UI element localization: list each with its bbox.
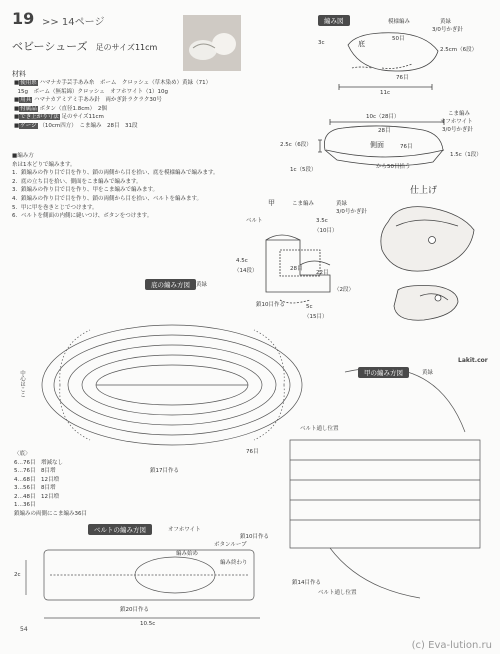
side-hook: 3/0号かぎ針: [442, 127, 473, 133]
instep-chain-14: 鎖14目作る: [292, 580, 321, 586]
materials-line: ■でき上がり寸法 足のサイズ11cm: [14, 114, 104, 121]
instep-chart-title: 甲の編み方図: [358, 367, 409, 378]
sole-round: 3…56目 8目増: [14, 485, 56, 491]
belt-end: 編み終わり: [220, 560, 248, 566]
sole-foot: 鎖編みの両側にこま編み36目: [14, 510, 87, 517]
materials-line: 15g ボーム（無垢綿）クロッシェ オフホワイト（1）10g: [17, 88, 168, 95]
materials-line: ■ゲージ （10cm四方） こま編み 28目 31段: [14, 122, 138, 129]
side-25: 2.5c（6段）: [280, 142, 312, 148]
sole-schematic: [339, 33, 438, 90]
shoe-photo-art: [183, 15, 241, 71]
side-kara: から50目拾う: [376, 164, 411, 170]
instep-hook: 3/0号かぎ針: [336, 209, 367, 215]
instep-10: （10目）: [314, 228, 338, 234]
sole-rounds: [14, 450, 87, 518]
belt-20: 鎖20目作る: [120, 607, 149, 613]
pattern-number: 19: [12, 9, 35, 28]
step-item: 4．鎖編みの作り目で目を作り、鎖の両側から目を拾い、ベルトを編みます。: [12, 195, 203, 202]
sole-round: 1…36目: [14, 502, 36, 508]
instep-yarn: 黄緑: [336, 201, 348, 207]
steps-intro: 糸は1本どりで編みます。: [12, 161, 76, 168]
step-item: 3．鎖編みの作り目で目を作り、甲をこま編みで編みます。: [12, 187, 159, 194]
step-item: 6．ベルトを側面の内側に縫いつけ、ボタンをつけます。: [12, 213, 153, 220]
materials-line: ■付属品 ボタン（直径1.8cm） 2個: [14, 105, 107, 112]
instep-belt: ベルト: [246, 218, 263, 224]
site-mark: Lakit.cor: [458, 357, 488, 364]
sole-round: 4…68目 12目増: [14, 476, 59, 483]
instep-chart: [290, 368, 480, 598]
materials-heading: 材料: [12, 70, 26, 78]
side-1c: 1c（5段）: [290, 167, 317, 173]
page-number: 54: [20, 626, 28, 633]
sole-round: 6…76目 増減なし: [14, 459, 63, 466]
steps-heading: ■編み方: [12, 153, 34, 159]
materials-line: ■使用糸 ハマナカ手芸手あみ糸 ボーム クロッシェ（草木染め）黄緑（71）: [14, 80, 212, 86]
side-76: 76目: [400, 144, 413, 150]
side-stitch: こま編み: [448, 111, 471, 117]
sole-3c: 3c: [318, 40, 325, 46]
instep-stitch: こま編み: [292, 201, 315, 207]
title-size: 足のサイズ11cm: [95, 43, 158, 52]
step-item: 5．甲に甲を巻きとじでつけます。: [12, 204, 98, 211]
sole-25: 2.5cm（6段）: [440, 47, 478, 53]
belt-chart-title: ベルトの編み方図: [88, 524, 152, 535]
side-15: 1.5c（1段）: [450, 152, 482, 158]
instep-45: 4.5c: [236, 258, 248, 264]
instructions: [12, 152, 247, 221]
instep-2: （2段）: [334, 287, 354, 293]
side-10c: 10c（28目）: [366, 114, 400, 120]
page-reference: >> 14ページ: [42, 17, 105, 28]
side-label: 側面: [370, 141, 384, 149]
instep-5c: 5c: [306, 304, 313, 310]
sole-76: 76目: [396, 75, 409, 81]
instep-belt-pos-2: ベルト通し位置: [318, 590, 357, 596]
title-text: ベビーシューズ: [12, 40, 88, 53]
instep-22: 22目: [316, 270, 329, 276]
belt-start: 編み始め: [176, 551, 199, 557]
belt-2c: 2c: [14, 572, 21, 578]
watermark: (c) Eva-lution.ru: [411, 640, 492, 651]
finishing-sketches: [381, 207, 474, 321]
sole-label: 底: [358, 40, 365, 48]
sole-round: 2…48目 12目増: [14, 493, 59, 500]
instep-35: 3.5c: [316, 218, 328, 224]
step-item: 2．底の立ち目を拾い、側面をこま編みで編みます。: [12, 178, 142, 185]
instep-chain: 鎖10目作る: [256, 302, 285, 308]
belt-buttonloop: ボタンループ: [214, 542, 247, 548]
sole-hook: 3/0号かぎ針: [432, 27, 463, 33]
belt-105: 10.5c: [140, 621, 156, 627]
materials-list: [14, 79, 254, 131]
materials-line: ■用具 ハマナカアミアミ手あみ針 両かぎ針ラクラク30号: [14, 97, 162, 104]
side-28: 28目: [378, 128, 391, 134]
instep-14: （14段）: [234, 268, 258, 274]
sole-chart-title: 底の編み方図: [145, 279, 196, 290]
instep-chart-color: 黄緑: [422, 370, 434, 376]
belt-chart-color: オフホワイト: [168, 527, 201, 533]
instep-15: （15目）: [304, 314, 328, 320]
sole-chart: [42, 325, 302, 445]
belt-10: 鎖10目作る: [240, 534, 269, 540]
instep-label: 甲: [268, 199, 275, 207]
sole-11c: 11c: [380, 90, 391, 96]
sole-pattern: 模様編み: [388, 19, 411, 25]
pattern-title: [12, 38, 157, 54]
step-item: 1．鎖編みの作り目で目を作り、鎖の両側から目を拾い、底を模様編みで編みます。: [12, 170, 219, 177]
sole-yarn: 黄緑: [440, 19, 452, 25]
sole-rounds-heading: 〈底〉: [14, 451, 31, 457]
instep-28: 28目: [290, 266, 303, 272]
instep-belt-pos-1: ベルト通し位置: [300, 426, 339, 432]
sole-chart-color: 黄緑: [196, 282, 208, 288]
sole-round: 5…76目 8目増: [14, 468, 56, 474]
side-yarn: オフホワイト: [440, 119, 473, 125]
amizu-label: 編み図: [318, 15, 350, 26]
finishing-label: 仕上げ: [410, 186, 438, 196]
sole-chain: 鎖17目作る: [150, 468, 179, 474]
sole-count: 76目: [246, 449, 259, 455]
sole-start: 中心はここ: [19, 370, 25, 398]
sole-50: 50目: [392, 36, 405, 42]
